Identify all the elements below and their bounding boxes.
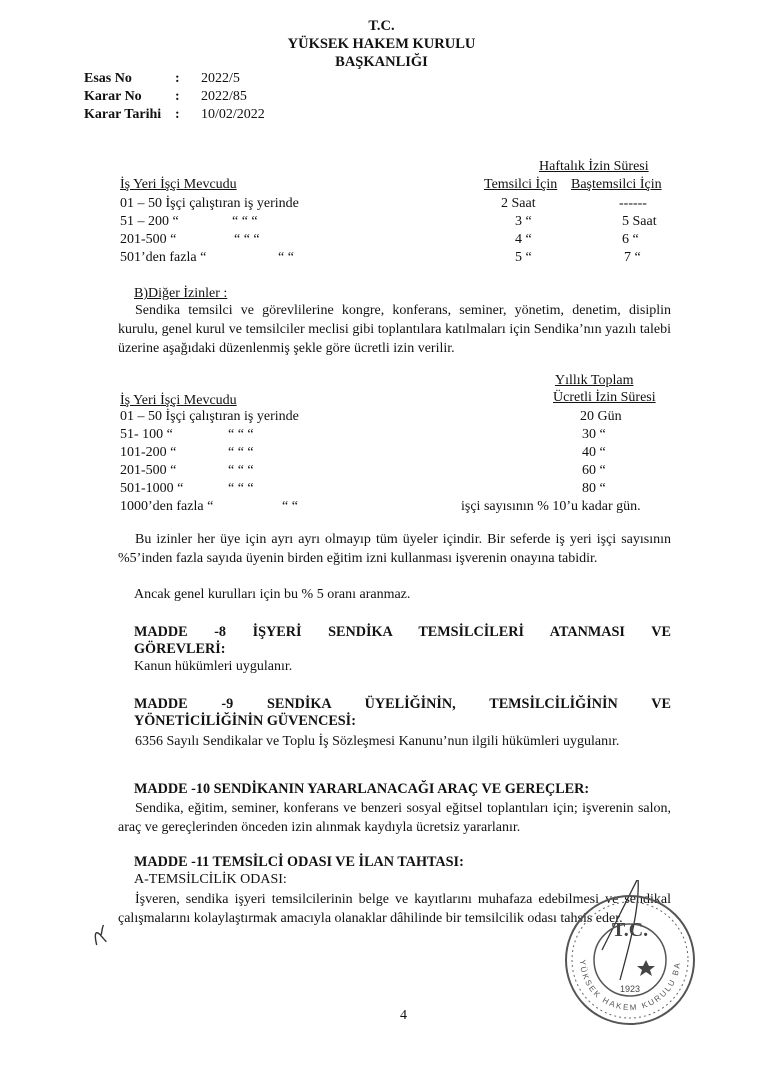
svg-text:1923: 1923 (619, 984, 641, 994)
table-cell: 1000’den fazla “ (120, 499, 214, 514)
table-column-header: Temsilci İçin (484, 177, 558, 192)
ditto-marks: “ “ “ (228, 481, 254, 496)
header-line-2: YÜKSEK HAKEM KURULU (287, 36, 476, 52)
body-paragraph: Sendika temsilci ve görevlilerine kongre, konferans, seminer, yönetim, denetim, disiplin kurulu, genel kurul ve temsilciler meclisi gibi toplantılara katılmaları için Sendika’nın yazılı talebi üzerine aşağıdaki düzenlenmiş şekle göre ücretli izin verilir. (118, 303, 671, 356)
article-10-text: Sendika, eğitim, seminer, konferans ve benzeri sosyal eğitsel toplantıları için; işverenin salon, araç ve gereçlerinden önceden izin alınmak kaydıyla ücretsiz yararlanır. (118, 801, 671, 835)
table-cell: 51- 100 “ (120, 427, 173, 442)
ditto-marks: “ “ “ (228, 427, 254, 442)
table-cell: 20 Gün (580, 409, 622, 424)
table-cell: 60 “ (582, 463, 606, 478)
svg-text:T.C.: T.C. (611, 919, 649, 941)
article-10-title: MADDE -10 SENDİKANIN YARARLANACAĞI ARAÇ VE GEREÇLER: (134, 781, 590, 797)
table-cell: 01 – 50 İşçi çalıştıran iş yerinde (120, 196, 299, 211)
table-column-header: Baştemsilci İçin (571, 177, 662, 192)
table-cell: 5 “ (515, 250, 532, 265)
table-cell: 201-500 “ (120, 232, 177, 247)
table-cell: 01 – 50 İşçi çalıştıran iş yerinde (120, 409, 299, 424)
official-seal (562, 880, 702, 1035)
table-cell: 6 “ (622, 232, 639, 247)
article-9-text: 6356 Sayılı Sendikalar ve Toplu İş Sözleşmesi Kanunu’nun ilgili hükümleri uygulanır. (135, 734, 620, 749)
meta-sep: : (175, 89, 180, 104)
article-9-title: MADDE -9 SENDİKA ÜYELİĞİNİN, TEMSİLCİLİĞİNİN VE (134, 696, 671, 712)
ditto-marks: “ “ (282, 499, 298, 514)
table-cell: 5 Saat (622, 214, 657, 229)
table-column-header: İş Yeri İşçi Mevcudu (120, 393, 237, 408)
table-cell: 3 “ (515, 214, 532, 229)
meta-sep: : (175, 107, 180, 122)
ditto-marks: “ “ “ (234, 232, 260, 247)
meta-label: Esas No (84, 71, 132, 86)
table-cell: 2 Saat (501, 196, 536, 211)
article-8-text: Kanun hükümleri uygulanır. (134, 659, 293, 674)
margin-initial-mark (87, 921, 119, 955)
meta-sep: : (175, 71, 180, 86)
table-group-header: Haftalık İzin Süresi (539, 159, 649, 174)
ditto-marks: “ “ (278, 250, 294, 265)
table-group-header: Yıllık Toplam (555, 373, 634, 388)
article-8-title: MADDE -8 İŞYERİ SENDİKA TEMSİLCİLERİ ATANMASI VE (134, 624, 671, 640)
header-line-3: BAŞKANLIĞI (335, 54, 428, 70)
ditto-marks: “ “ “ (228, 445, 254, 460)
meta-label: Karar No (84, 89, 142, 104)
article-11-text: İşveren, sendika işyeri temsilcilerinin belge ve kayıtlarını muhafaza edebilmesi ve sendikal çalışmalarını kolaylaştırmak amacıyla olanaklar dâhilinde bir temsilcilik odası tahsis eder. (118, 892, 671, 926)
article-11-title: MADDE -11 TEMSİLCİ ODASI VE İLAN TAHTASI: (134, 854, 464, 870)
section-title: B)Diğer İzinler : (134, 286, 228, 301)
table-cell: 201-500 “ (120, 463, 177, 478)
table-cell: 4 “ (515, 232, 532, 247)
table-cell: 30 “ (582, 427, 606, 442)
ditto-marks: “ “ “ (232, 214, 258, 229)
body-paragraph: Ancak genel kurulları için bu % 5 oranı aranmaz. (134, 587, 411, 602)
body-paragraph: Bu izinler her üye için ayrı ayrı olmayıp tüm üyeler içindir. Bir seferde iş yeri işçi sayısının %5’inden fazla sayıda üyenin birden eğitim izni kullanması işverenin onayına tabidir. (118, 532, 671, 566)
table-cell: 501’den fazla “ (120, 250, 207, 265)
table-cell: işçi sayısının % 10’u kadar gün. (461, 499, 641, 514)
table-cell: 80 “ (582, 481, 606, 496)
article-11-subtitle: A-TEMSİLCİLİK ODASI: (134, 872, 287, 887)
header-line-1: T.C. (368, 18, 395, 34)
table-cell: 101-200 “ (120, 445, 177, 460)
table-column-header: İş Yeri İşçi Mevcudu (120, 177, 237, 192)
table-cell: 7 “ (624, 250, 641, 265)
page-number: 4 (400, 1008, 407, 1023)
meta-label: Karar Tarihi (84, 107, 162, 122)
table-cell: 501-1000 “ (120, 481, 184, 496)
svg-text:YÜKSEK HAKEM KURULU BAŞKANLIĞI: YÜKSEK HAKEM KURULU BA (577, 959, 683, 1013)
article-9-title-cont: YÖNETİCİLİĞİNİN GÜVENCESİ: (134, 713, 356, 729)
meta-value: 2022/85 (201, 89, 247, 104)
ditto-marks: “ “ “ (228, 463, 254, 478)
table-cell: ------ (619, 196, 647, 211)
table-cell: 40 “ (582, 445, 606, 460)
table-group-header: Ücretli İzin Süresi (553, 390, 656, 405)
table-cell: 51 – 200 “ (120, 214, 179, 229)
article-8-title-cont: GÖREVLERİ: (134, 641, 226, 657)
meta-value: 10/02/2022 (201, 107, 265, 122)
meta-value: 2022/5 (201, 71, 240, 86)
